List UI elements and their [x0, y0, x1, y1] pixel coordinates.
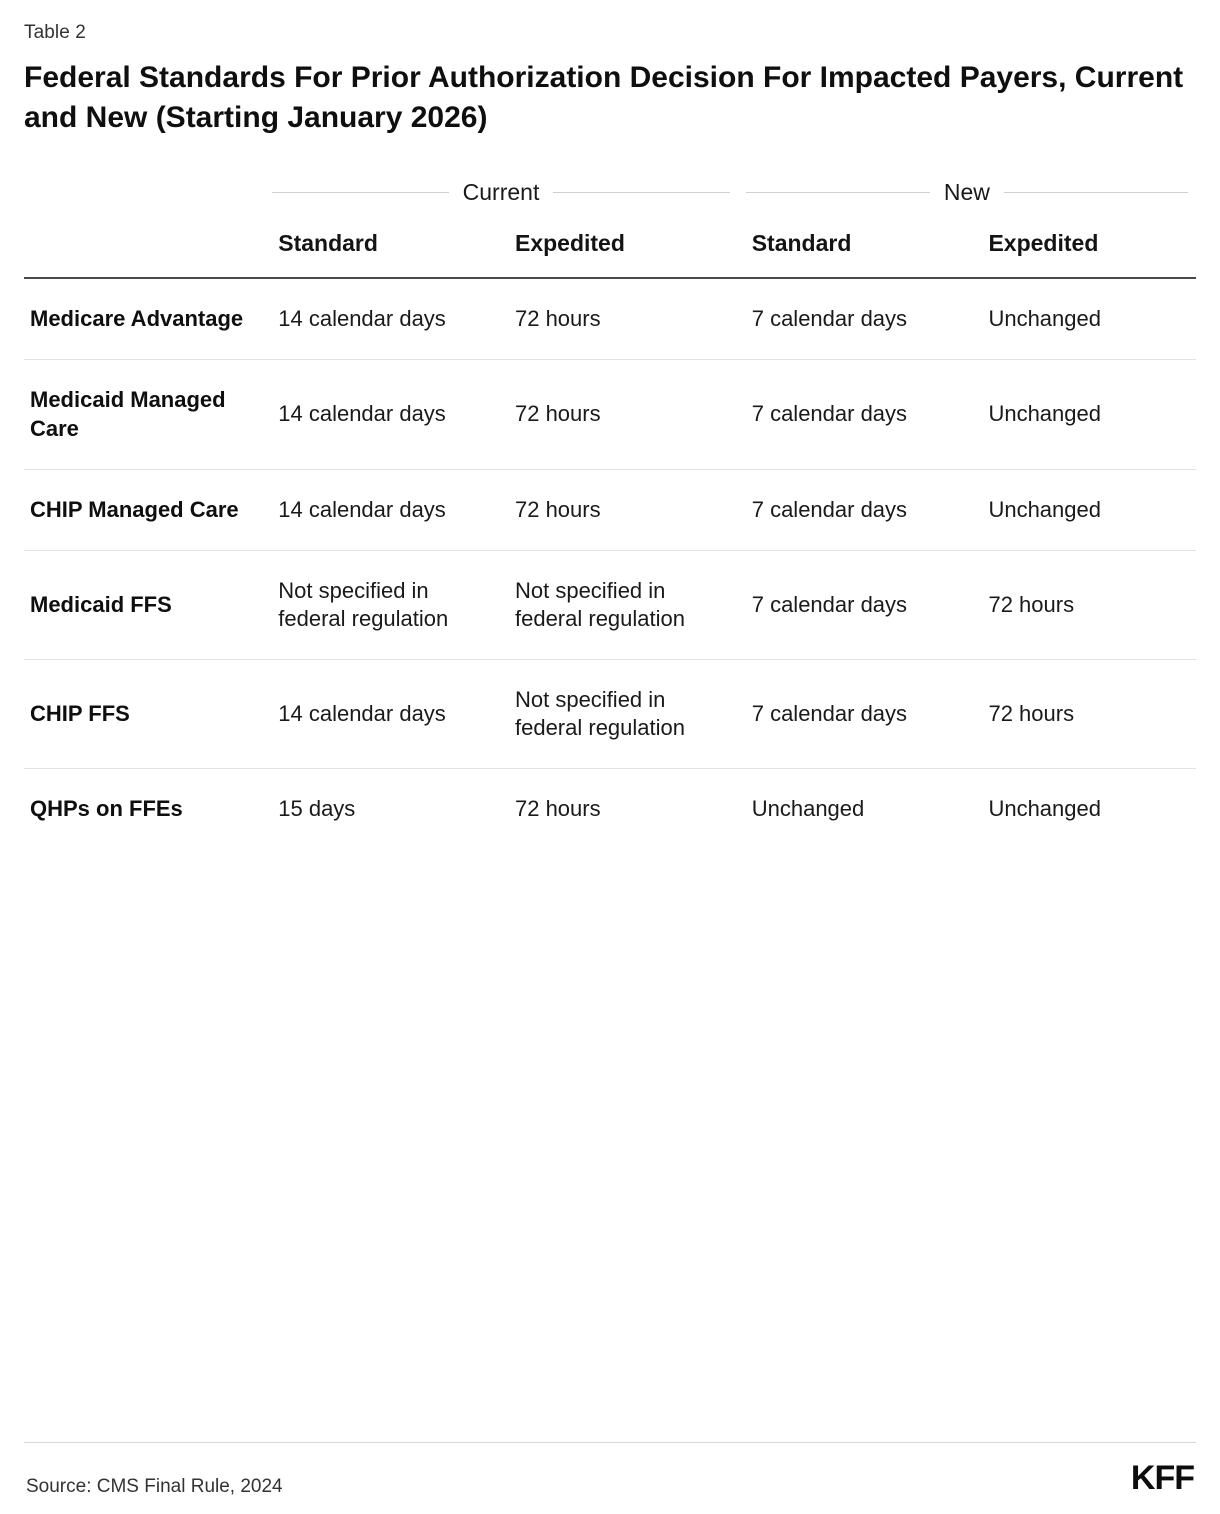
page-title: Federal Standards For Prior Authorization Decision For Impacted Payers, Current and New (Starting January 2026) — [24, 61, 1184, 134]
cell-new-standard: Unchanged — [738, 769, 975, 850]
cell-current-expedited: Not specified in federal regulation — [501, 550, 738, 659]
cell-new-expedited: Unchanged — [974, 469, 1196, 550]
table-number-label: Table 2 — [24, 22, 86, 43]
row-label: Medicare Advantage — [24, 278, 264, 360]
cell-new-expedited: Unchanged — [974, 769, 1196, 850]
cell-current-standard: 14 calendar days — [264, 660, 501, 769]
table-row — [24, 278, 1196, 360]
column-header-row — [24, 216, 1196, 278]
group-header-current-label: Current — [462, 179, 540, 206]
cell-new-standard: 7 calendar days — [738, 278, 975, 360]
cell-new-standard: 7 calendar days — [738, 550, 975, 659]
rule-right-new — [1004, 192, 1188, 193]
table-body — [24, 278, 1196, 849]
cell-new-expedited: 72 hours — [974, 550, 1196, 659]
column-header-payer — [24, 216, 264, 278]
prior-authorization-standards-table — [24, 163, 1196, 849]
group-header-current — [264, 163, 737, 216]
table-row — [24, 360, 1196, 469]
cell-new-standard: 7 calendar days — [738, 660, 975, 769]
source-note: Source: CMS Final Rule, 2024 — [26, 1476, 283, 1497]
cell-new-standard: 7 calendar days — [738, 360, 975, 469]
row-label: CHIP Managed Care — [24, 469, 264, 550]
group-header-spacer — [24, 163, 264, 216]
column-header-new-expedited: Expedited — [988, 230, 1099, 257]
cell-current-expedited: 72 hours — [501, 278, 738, 360]
group-header-new-label: New — [943, 179, 990, 206]
table-row — [24, 769, 1196, 850]
cell-current-standard: 15 days — [264, 769, 501, 850]
column-header-new-standard: Standard — [751, 230, 852, 257]
row-label: QHPs on FFEs — [24, 769, 264, 850]
rule-right-current — [553, 192, 729, 193]
cell-current-standard: 14 calendar days — [264, 278, 501, 360]
cell-current-standard: 14 calendar days — [264, 360, 501, 469]
row-label: CHIP FFS — [24, 660, 264, 769]
cell-new-expedited: 72 hours — [974, 660, 1196, 769]
column-header-current-expedited: Expedited — [514, 230, 625, 257]
cell-current-standard: Not specified in federal regulation — [264, 550, 501, 659]
group-header-row — [24, 163, 1196, 216]
kff-logo: KFF — [1130, 1459, 1194, 1497]
column-header-current-standard: Standard — [278, 230, 378, 257]
table-head — [24, 163, 1196, 278]
cell-current-expedited: 72 hours — [501, 360, 738, 469]
row-label: Medicaid FFS — [24, 550, 264, 659]
cell-current-expedited: 72 hours — [501, 769, 738, 850]
cell-current-standard: 14 calendar days — [264, 469, 501, 550]
cell-new-expedited: Unchanged — [974, 278, 1196, 360]
cell-current-expedited: Not specified in federal regulation — [501, 660, 738, 769]
rule-left-new — [746, 192, 930, 193]
cell-new-standard: 7 calendar days — [738, 469, 975, 550]
table-row — [24, 660, 1196, 769]
table-row — [24, 550, 1196, 659]
rule-left-current — [272, 192, 448, 193]
footer — [24, 1442, 1196, 1514]
cell-current-expedited: 72 hours — [501, 469, 738, 550]
table-row — [24, 469, 1196, 550]
group-header-new — [738, 163, 1196, 216]
row-label: Medicaid Managed Care — [24, 360, 264, 469]
cell-new-expedited: Unchanged — [974, 360, 1196, 469]
